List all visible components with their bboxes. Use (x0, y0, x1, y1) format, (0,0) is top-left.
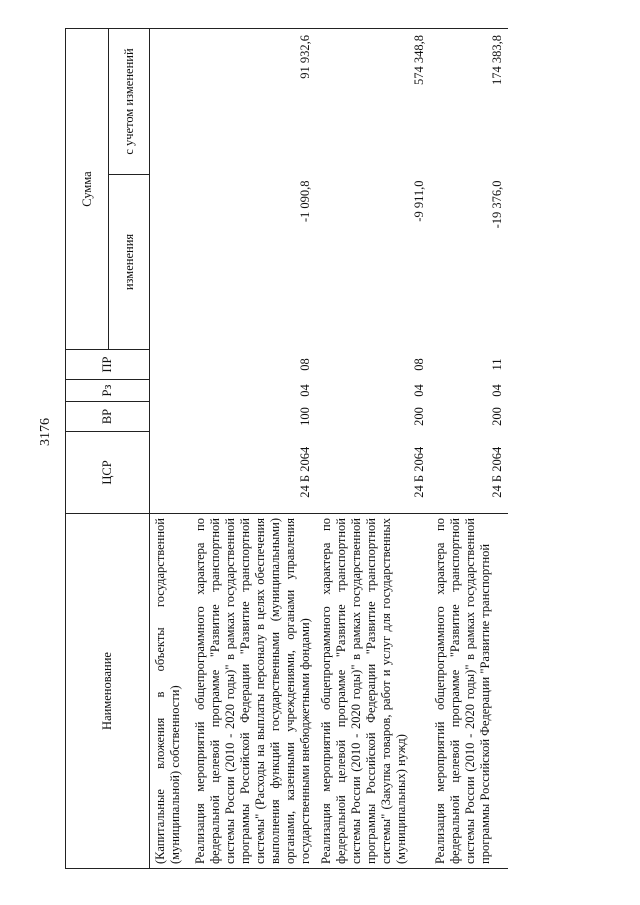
rotated-page (65, 29, 585, 869)
row-total (150, 29, 191, 175)
row-csr: 24 Б 2064 (412, 446, 426, 498)
header-change: изменения (109, 175, 150, 350)
row-vr: 200 (490, 407, 504, 426)
row-rz: 04 (298, 384, 312, 397)
header-with-changes: с учетом изменений (109, 29, 150, 175)
row-change: -1 090,8 (298, 180, 312, 223)
row-total: 91 932,6 (190, 29, 316, 175)
row-change: -19 376,0 (490, 180, 504, 229)
table-row (316, 29, 430, 869)
row-name: (Капитальные вложения в объекты государственной (муниципальной) собственности) (150, 514, 191, 869)
row-csr (150, 432, 191, 514)
header-sum: Сумма (66, 29, 109, 350)
table-row (150, 29, 191, 869)
row-csr: 24 Б 2064 (490, 446, 504, 498)
row-pr: 08 (412, 358, 426, 371)
row-total: 574 348,8 (316, 29, 430, 175)
row-vr: 200 (412, 407, 426, 426)
table-row (190, 29, 316, 869)
row-pr: 08 (298, 358, 312, 371)
row-name: Реализация мероприятий общепрограммного характера по федеральной целевой программе "Развитие транспортной системы России (2010 - 2020 годы)" в рамках государственной программы Российской Федерации "Развитие транспортной системы" (Расходы на выплаты персоналу в целях обеспечения выполнения функций государственными (муниципальными) органами, казенными учреждениями, органами управления государственными внебюджетными фондами) (190, 514, 316, 869)
page-number: 3176 (38, 418, 53, 446)
row-rz: 04 (412, 384, 426, 397)
header-vr: ВР (66, 402, 150, 432)
row-name: Реализация мероприятий общепрограммного характера по федеральной целевой программе "Развитие транспортной системы России (2010 - 2020 годы)" в рамках государственной программы Российской Федерации "Развитие транспортной системы" (Закупка товаров, работ и услуг для государственных (муниципальных) нужд) (316, 514, 430, 869)
budget-table (65, 28, 508, 869)
table-container (65, 29, 585, 869)
table-row (430, 29, 508, 869)
row-csr: 24 Б 2064 (298, 446, 312, 498)
header-name: Наименование (66, 514, 150, 869)
header-pr: ПР (66, 350, 150, 380)
row-rz: 04 (490, 384, 504, 397)
row-vr (150, 402, 191, 432)
row-vr: 100 (298, 407, 312, 426)
row-pr (150, 350, 191, 380)
row-pr: 11 (490, 358, 504, 371)
header-rz: Рз (66, 380, 150, 402)
row-change: -9 911,0 (412, 180, 426, 222)
row-total: 174 383,8 (430, 29, 508, 175)
row-name: Реализация мероприятий общепрограммного характера по федеральной целевой программе "Развитие транспортной системы России (2010 - 2020 годы)" в рамках государственной программы Российской Федерации "Развитие транспортной (430, 514, 508, 869)
header-csr: ЦСР (66, 432, 150, 514)
row-change (150, 175, 191, 350)
row-rz (150, 380, 191, 402)
